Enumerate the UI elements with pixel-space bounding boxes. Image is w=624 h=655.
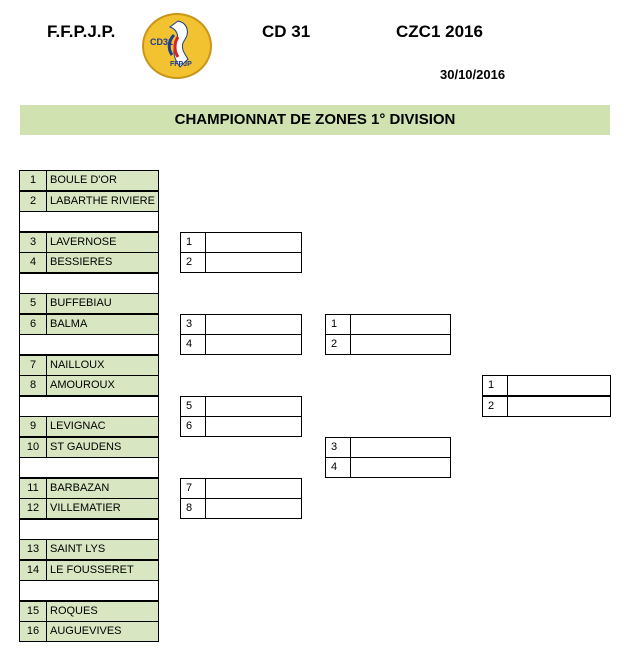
team-row — [19, 498, 159, 519]
round1-slot[interactable] — [180, 396, 302, 417]
team-name: AMOUROUX — [46, 375, 159, 396]
team-name: NAILLOUX — [46, 355, 159, 376]
logo-text-top: CD31 — [150, 37, 174, 47]
team-number: 13 — [19, 539, 47, 560]
slot-number: 3 — [180, 314, 206, 335]
round2-slot[interactable] — [325, 314, 451, 335]
team-number: 6 — [19, 314, 47, 335]
slot-field[interactable] — [205, 416, 302, 437]
slot-number: 8 — [180, 498, 206, 519]
separator-row — [19, 211, 159, 232]
team-name: LE FOUSSERET — [46, 560, 159, 581]
slot-field[interactable] — [205, 232, 302, 253]
team-name: LAVERNOSE — [46, 232, 159, 253]
team-name: BUFFEBIAU — [46, 293, 159, 314]
separator-row — [19, 334, 159, 355]
team-name: VILLEMATIER — [46, 498, 159, 519]
slot-number: 5 — [180, 396, 206, 417]
slot-number: 1 — [482, 375, 508, 396]
team-row — [19, 170, 159, 191]
slot-number: 4 — [180, 334, 206, 355]
slot-number: 6 — [180, 416, 206, 437]
team-name: LABARTHE RIVIERE — [46, 191, 159, 212]
slot-field[interactable] — [205, 252, 302, 273]
team-name: BOULE D'OR — [46, 170, 159, 191]
round2-slot[interactable] — [325, 334, 451, 355]
team-name: BARBAZAN — [46, 478, 159, 499]
team-row — [19, 252, 159, 273]
separator-row — [19, 580, 159, 601]
slot-field[interactable] — [205, 478, 302, 499]
team-row — [19, 314, 159, 335]
slot-number: 7 — [180, 478, 206, 499]
round1-slot[interactable] — [180, 252, 302, 273]
slot-number: 3 — [325, 437, 351, 458]
round1-slot[interactable] — [180, 334, 302, 355]
team-number: 8 — [19, 375, 47, 396]
slot-field[interactable] — [350, 437, 451, 458]
team-name: BALMA — [46, 314, 159, 335]
team-row — [19, 375, 159, 396]
slot-number: 4 — [325, 457, 351, 478]
round3-slot[interactable] — [482, 396, 611, 417]
team-name: SAINT LYS — [46, 539, 159, 560]
slot-number: 1 — [180, 232, 206, 253]
team-number: 10 — [19, 437, 47, 458]
round2-slot[interactable] — [325, 457, 451, 478]
slot-field[interactable] — [350, 457, 451, 478]
team-name: ST GAUDENS — [46, 437, 159, 458]
team-row — [19, 601, 159, 622]
round3-slot[interactable] — [482, 375, 611, 396]
logo-text-bottom: FFPJP — [170, 61, 192, 68]
team-number: 7 — [19, 355, 47, 376]
team-row — [19, 191, 159, 212]
slot-number: 2 — [482, 396, 508, 417]
slot-field[interactable] — [205, 314, 302, 335]
team-number: 11 — [19, 478, 47, 499]
team-number: 16 — [19, 621, 47, 642]
slot-number: 2 — [180, 252, 206, 273]
slot-field[interactable] — [205, 334, 302, 355]
team-number: 9 — [19, 416, 47, 437]
slot-field[interactable] — [507, 396, 611, 417]
committee-label: CD 31 — [262, 22, 311, 41]
separator-row — [19, 396, 159, 417]
round1-slot[interactable] — [180, 478, 302, 499]
team-row — [19, 560, 159, 581]
team-row — [19, 232, 159, 253]
federation-label: F.F.P.J.P. — [47, 22, 116, 41]
team-number: 15 — [19, 601, 47, 622]
team-number: 3 — [19, 232, 47, 253]
page-title: CHAMPIONNAT DE ZONES 1° DIVISION — [174, 111, 456, 128]
team-number: 5 — [19, 293, 47, 314]
team-number: 12 — [19, 498, 47, 519]
team-name: AUGUEVIVES — [46, 621, 159, 642]
slot-field[interactable] — [350, 334, 451, 355]
slot-field[interactable] — [350, 314, 451, 335]
round1-slot[interactable] — [180, 314, 302, 335]
round2-slot[interactable] — [325, 437, 451, 458]
team-number: 14 — [19, 560, 47, 581]
team-number: 1 — [19, 170, 47, 191]
round1-slot[interactable] — [180, 232, 302, 253]
round1-slot[interactable] — [180, 416, 302, 437]
slot-number: 1 — [325, 314, 351, 335]
date-label: 30/10/2016 — [440, 67, 506, 82]
team-row — [19, 621, 159, 642]
separator-row — [19, 273, 159, 294]
team-name: ROQUES — [46, 601, 159, 622]
team-row — [19, 416, 159, 437]
title-banner — [20, 105, 610, 135]
team-number: 4 — [19, 252, 47, 273]
slot-field[interactable] — [205, 396, 302, 417]
ffpjp-logo — [142, 13, 212, 79]
team-row — [19, 478, 159, 499]
competition-label: CZC1 2016 — [396, 22, 483, 41]
separator-row — [19, 457, 159, 478]
separator-row — [19, 519, 159, 540]
round1-slot[interactable] — [180, 498, 302, 519]
slot-number: 2 — [325, 334, 351, 355]
slot-field[interactable] — [507, 375, 611, 396]
team-row — [19, 355, 159, 376]
team-number: 2 — [19, 191, 47, 212]
team-name: BESSIERES — [46, 252, 159, 273]
team-name: LEVIGNAC — [46, 416, 159, 437]
slot-field[interactable] — [205, 498, 302, 519]
team-row — [19, 293, 159, 314]
team-row — [19, 437, 159, 458]
team-row — [19, 539, 159, 560]
